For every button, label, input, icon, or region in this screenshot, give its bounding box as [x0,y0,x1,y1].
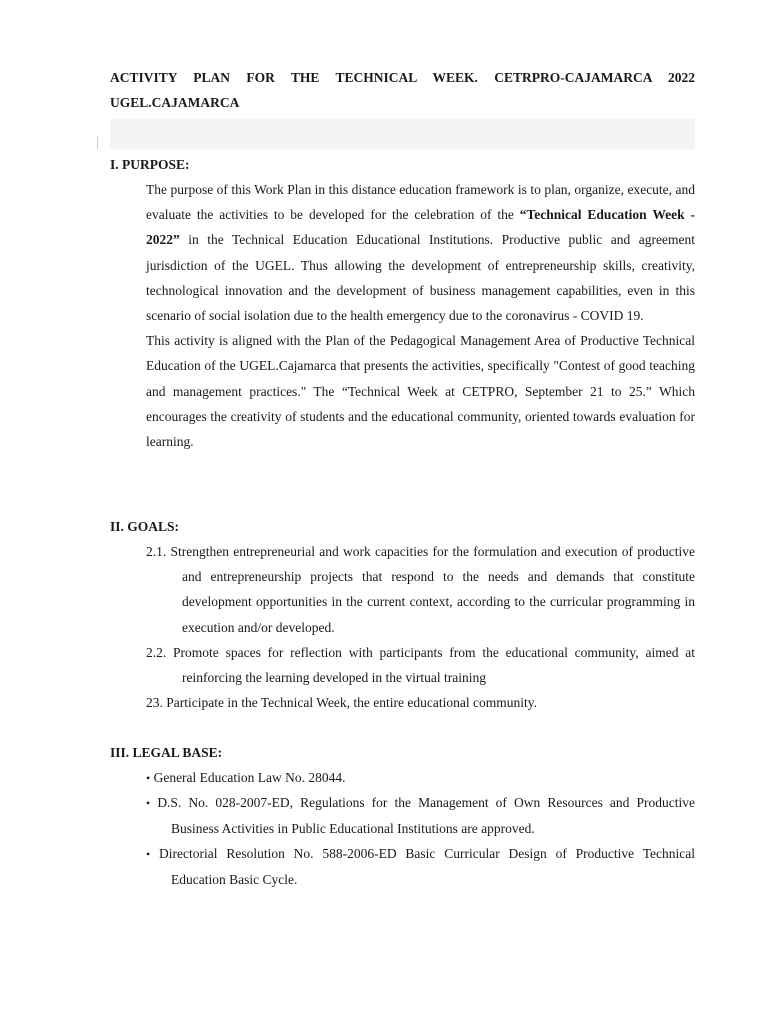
legal-item-1-text: General Education Law No. 28044. [153,770,346,785]
purpose-section [146,177,695,454]
margin-mark [97,136,98,149]
purpose-paragraph-1 [146,177,695,328]
goal-item-1: 2.1. Strengthen entrepreneurial and work capacities for the formulation and execution of productive and entrepreneurship projects that respond to the needs and demands that constitute development opportunities in the current context, according to the curricular programming in execution and/or developed. [146,544,695,635]
shaded-band [110,119,695,149]
legal-item-2-text: D.S. No. 028-2007-ED, Regulations for the Management of Own Resources and Productive Business Activities in Public Educational Institutions are approved. [157,795,696,837]
legal-item-3 [146,841,695,892]
purpose-p1-bold: “Technical Education Week - 2022” [146,207,695,248]
bullet-icon: • [146,771,151,785]
bullet-icon: • [146,796,151,810]
legal-item-1 [146,765,695,791]
goal-item-2: 2.2. Promote spaces for reflection with participants from the educational community, aimed at reinforcing the learning developed in the virtual training [146,645,695,686]
purpose-paragraph-2: This activity is aligned with the Plan of the Pedagogical Management Area of Productive Technical Education of the UGEL.Cajamarca that presents the activities, specifically "Contest of good teaching and management practices." The “Technical Week at CETPRO, September 21 to 25.” Which encourages the creativity of students and the educational community, oriented towards evaluation for learning. [146,333,695,450]
purpose-heading: I. PURPOSE: [110,157,190,172]
legal-base-heading: III. LEGAL BASE: [110,745,223,760]
document-subtitle: UGEL.CAJAMARCA [110,95,240,110]
bullet-icon: • [146,847,151,861]
goal-item-3: 23. Participate in the Technical Week, the entire educational community. [146,695,537,710]
purpose-p1-start: The purpose of this Work Plan in this distance education framework is to plan, organize, execute, and evaluate the activities to be developed for the celebration of the [146,182,695,223]
legal-item-2 [146,790,695,841]
document-title: ACTIVITY PLAN FOR THE TECHNICAL WEEK. CETRPRO-CAJAMARCA 2022 [110,70,695,85]
legal-item-3-text: Directorial Resolution No. 588-2006-ED Basic Curricular Design of Productive Technical Education Basic Cycle. [159,846,696,888]
goals-heading: II. GOALS: [110,519,180,534]
purpose-p1-end: in the Technical Education Educational Institutions. Productive public and agreement jurisdiction of the UGEL. Thus allowing the development of entrepreneurship skills, creativity, technological innovation and the development of business management capabilities, even in this scenario of social isolation due to the health emergency due to the coronavirus - COVID 19. [146,232,695,324]
